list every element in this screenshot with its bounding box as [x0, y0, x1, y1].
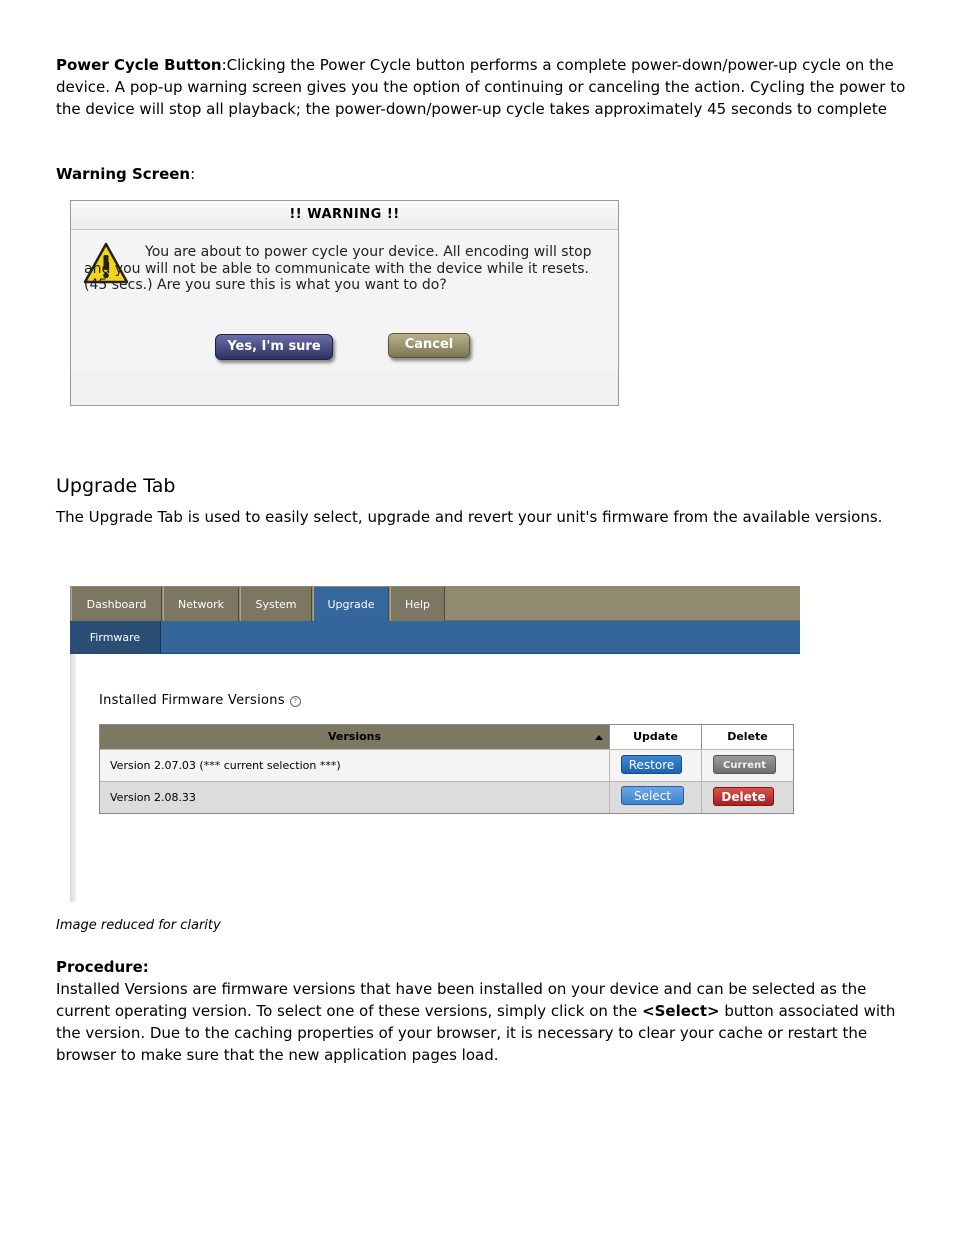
tab-system[interactable]: System [240, 587, 312, 621]
upgrade-tab-heading: Upgrade Tab [56, 475, 176, 497]
warning-dialog-title: !! WARNING !! [71, 201, 618, 230]
versions-column-header[interactable]: Versions [100, 725, 609, 749]
firmware-table [99, 724, 794, 814]
select-button[interactable]: Select [621, 786, 684, 805]
select-keyword: <Select> [642, 1002, 720, 1020]
delete-cell [701, 782, 793, 813]
warning-dialog-message: You are about to power cycle your device. All encoding will stop and you will not be able to communicate with the device while it resets. (45 secs.) Are you sure this is what you want to do? [84, 244, 592, 293]
image-caption: Image reduced for clarity [56, 918, 221, 933]
procedure-text [56, 978, 906, 1066]
procedure-label [56, 956, 906, 978]
sort-up-icon[interactable] [595, 735, 603, 740]
left-edge [70, 654, 76, 902]
version-cell: Version 2.08.33 [110, 791, 196, 804]
installed-firmware-title [99, 693, 301, 708]
upgrade-tab-description: The Upgrade Tab is used to easily select, upgrade and revert your unit's firmware from the available versions. [56, 508, 883, 526]
power-cycle-label: Power Cycle Button [56, 56, 222, 74]
warning-screen-colon: : [190, 165, 196, 183]
table-row [100, 781, 793, 813]
main-tab-bar [70, 586, 800, 621]
power-cycle-text: :Clicking the Power Cycle button performs a complete power-down/power-up cycle on the device. A pop-up warning screen gives you the option of continuing or canceling the action. Cycling the power to the device will stop all playback; the power-down/power-up cycle takes approximately 45 seconds to complete [56, 56, 906, 118]
restore-button[interactable]: Restore [621, 755, 682, 774]
procedure-text-2: button associated with the version. Due to the caching properties of your browser, it is necessary to clear your cache or restart the browser to make sure that the new application pages load. [56, 1002, 896, 1064]
update-cell [609, 782, 701, 813]
update-cell [609, 750, 701, 781]
update-column-header: Update [609, 725, 701, 749]
upgrade-panel [70, 586, 800, 902]
tab-dashboard[interactable]: Dashboard [71, 587, 162, 621]
tab-network[interactable]: Network [163, 587, 239, 621]
warning-dialog-body [71, 230, 618, 370]
help-circle-icon[interactable]: ? [290, 696, 301, 707]
tab-help[interactable]: Help [390, 587, 445, 621]
power-cycle-description [56, 54, 906, 120]
delete-column-header: Delete [701, 725, 793, 749]
installed-firmware-title-text: Installed Firmware Versions [99, 693, 285, 708]
table-row [100, 749, 793, 781]
yes-im-sure-button[interactable]: Yes, I'm sure [215, 334, 333, 360]
cancel-button[interactable]: Cancel [388, 333, 470, 358]
procedure-label-text: Procedure: [56, 958, 149, 976]
version-cell: Version 2.07.03 (*** current selection ***) [110, 759, 341, 772]
procedure-text-1: Installed Versions are firmware versions that have been installed on your device and can be selected as the current operating version. To select one of these versions, simply click on the [56, 980, 867, 1020]
tab-upgrade[interactable]: Upgrade [313, 587, 389, 621]
warning-screen-bold: Warning Screen [56, 165, 191, 183]
delete-button[interactable]: Delete [713, 787, 774, 806]
subtab-firmware[interactable]: Firmware [70, 621, 161, 653]
warning-dialog [70, 200, 619, 406]
current-button: Current [713, 755, 776, 774]
delete-cell [701, 750, 793, 781]
sub-tab-bar [70, 621, 800, 654]
warning-screen-label [56, 163, 906, 185]
